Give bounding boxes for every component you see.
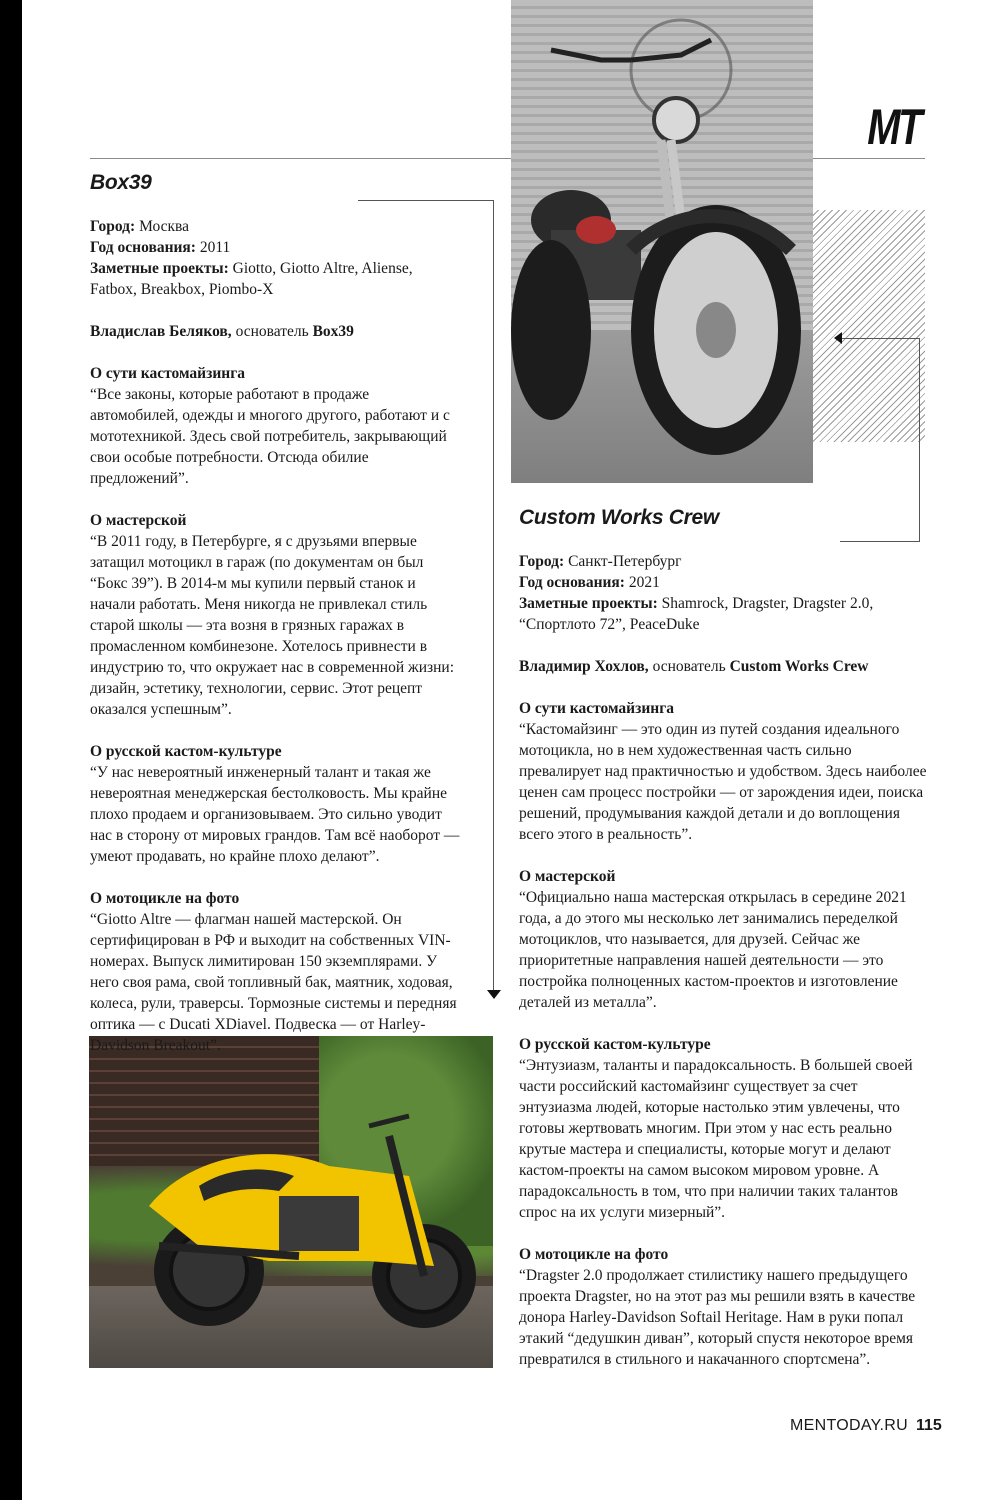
fact-label: Год основания: [90,239,196,256]
fact-label: Год основания: [519,574,625,591]
interview-section [519,698,929,845]
interview-section [519,1034,929,1223]
magazine-logo: MT [867,99,920,155]
fact-label: Город: [90,218,136,235]
section-text: “Кастомайзинг — это один из путей создания идеального мотоцикла, но в нем художественная часть сильно превалирует над практичностью и удобством. Здесь наиболее ценен сам процесс постройки — от зарождения идеи, поиска решений, продумывания каждой детали и до воплощения всего этого в реальность”. [519,721,927,843]
section-heading: О мотоцикле на фото [519,1246,669,1263]
workshop-facts [519,551,929,635]
section-heading: О мотоцикле на фото [90,890,240,907]
section-heading: О мастерской [519,868,616,885]
bracket-line [493,200,494,990]
page-spine [0,0,22,1500]
photo-box39-motorcycle [89,1036,493,1368]
interview-section [90,510,460,720]
fact-label: Заметные проекты: [90,260,229,277]
bracket-line [842,338,920,339]
founder-line: Владимир Хохлов, основатель Custom Works Crew [519,658,869,675]
hatch-decoration [812,210,925,442]
workshop-facts [90,216,460,300]
page-footer [790,1417,942,1435]
interview-section [519,866,929,1013]
section-text: “Официально наша мастерская открылась в середине 2021 года, а до этого мы несколько лет занимались переделкой мотоциклов, что называется, для друзей. Сейчас же приоритетные направления нашей деятельности — это постройка полноценных кастом-проектов и изготовление деталей из металла”. [519,889,907,1011]
section-title: Box39 [90,171,152,194]
photo-custom-works-crew-motorcycle [511,0,813,483]
article-box39 [90,170,460,1056]
section-heading: О русской кастом-культуре [519,1036,711,1053]
fact-value: Giotto, Giotto Altre, Aliense, Fatbox, Breakbox, Piombo-X [90,260,413,298]
fact-value: 2011 [199,239,231,256]
article-custom-works-crew [519,505,929,1370]
section-text: “У нас невероятный инженерный талант и такая же невероятная менеджерская бестолковость. Мы крайне плохо продаем и организовываем. Это сильно уводит нас в сторону от мировых грандов. Там всё наоборот — умеют продавать, но крайне плохо делают”. [90,764,460,865]
section-heading: О мастерской [90,512,187,529]
section-text: “Энтузиазм, таланты и парадоксальность. В большей своей части российский кастомайзинг существует за счет энтузиазма людей, которые настолько этим увлечены, что готовы жертвовать многим. При этом у нас есть реально крутые мастера и специалисты, которые могут и делают кастом-проекты на самом высоком мировом уровне. А парадоксальность в том, что при наличии таких талантов спрос на их услуги мизерный”. [519,1057,913,1221]
interview-section [90,888,460,1056]
section-text: “Dragster 2.0 продолжает стилистику нашего предыдущего проекта Dragster, но на этот раз мы решили взять в качестве донора Harley-Davidson Softail Heritage. Нам в руки попал этакий “дедушкин диван”, который спустя некоторое время превратился в стильного и накачанного спортсмена”. [519,1267,916,1368]
founder-line: Владислав Беляков, основатель Box39 [90,323,354,340]
fact-value: Санкт-Петербург [568,553,682,570]
interview-section [90,741,460,867]
section-heading: О сути кастомайзинга [90,365,245,382]
section-heading: О сути кастомайзинга [519,700,674,717]
arrow-left-icon [834,332,842,344]
interview-section [519,1244,929,1370]
site-url: MENTODAY.RU [790,1417,908,1434]
page-number: 115 [916,1417,942,1434]
section-text: “Все законы, которые работают в продаже автомобилей, одежды и многого другого, работают и с мототехникой. Здесь свой потребитель, закрывающий свои особые потребности. Отсюда обилие предложений”. [90,386,450,487]
fact-label: Город: [519,553,565,570]
section-text: “В 2011 году, в Петербурге, я с друзьями впервые затащил мотоцикл в гараж (по документам он был “Бокс 39”). В 2014-м мы купили первый станок и начали работать. Меня никогда не привлекал стиль старой школы — эта возня в грязных гаражах в промасленном комбинезоне. Хотелось привнести в индустрию то, что окружает нас в современной жизни: дизайн, эстетику, технологии, сервис. Этот рецепт оказался успешным”. [90,533,455,718]
fact-label: Заметные проекты: [519,595,658,612]
interview-section [90,363,460,489]
fact-value: 2021 [628,574,660,591]
section-text: “Giotto Altre — флагман нашей мастерской. Он сертифицирован в РФ и выходит на собственных VIN-номерах. Выпуск лимитирован 150 экземплярами. У него своя рама, свой топливный бак, маятник, ходовая, колеса, рули, траверсы. Тормозные системы и передняя оптика — с Ducati XDiavel. Подвеска — от Harley-Davidson Breakout”. [90,911,457,1054]
section-title: Custom Works Crew [519,506,719,529]
fact-value: Москва [139,218,189,235]
arrow-down-icon [487,990,501,999]
fact-value: Shamrock, Dragster, Dragster 2.0, “Спортлото 72”, PeaceDuke [519,595,874,633]
section-heading: О русской кастом-культуре [90,743,282,760]
